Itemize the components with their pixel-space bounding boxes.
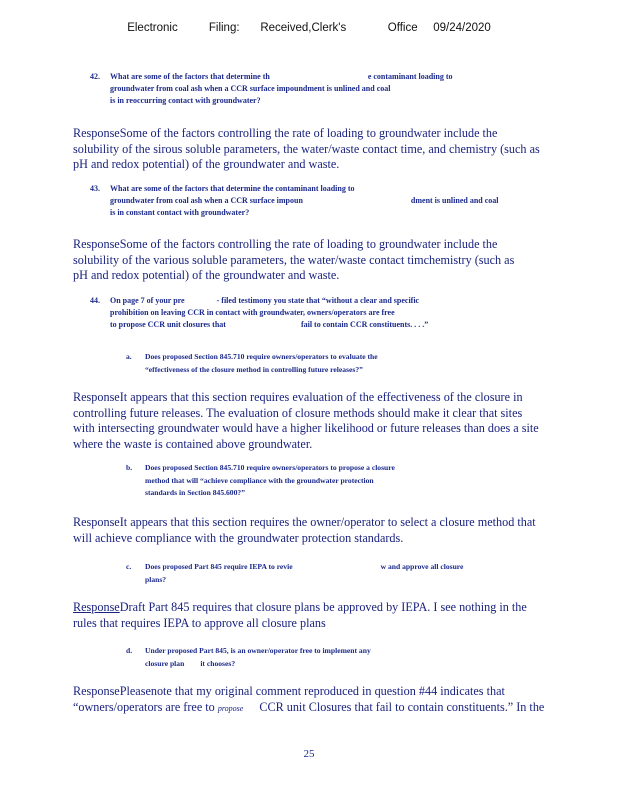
response-44d: [73, 684, 593, 716]
response-line: rules that requires IEPA to approve all closure plans: [73, 615, 326, 630]
question-44: [90, 295, 429, 331]
question-line: plans?: [145, 574, 167, 584]
question-44c: [126, 561, 464, 586]
question-44a: [126, 351, 378, 376]
question-number: 43.: [90, 184, 100, 193]
response-line: controlling future releases. The evaluation of closure methods should make it clear that sites: [73, 405, 523, 420]
question-44d: [126, 645, 371, 670]
response-44c: [73, 600, 593, 631]
response-line: ResponseDraft Part 845 requires that closure plans be approved by IEPA. I see nothing in the: [73, 600, 527, 614]
filing-header: Electronic Filing: Received,Clerk's Office 09/24/2020: [127, 22, 491, 34]
question-line: groundwater from coal ash when a CCR surface impoundment is unlined and coal: [110, 84, 391, 93]
question-42: [90, 71, 453, 107]
response-line: ResponsePleasenote that my original comment reproduced in question #44 indicates that: [73, 684, 505, 698]
question-line: What are some of the factors that determine the contaminant loading to: [110, 184, 355, 193]
question-line: is in constant contact with groundwater?: [110, 208, 250, 217]
response-line: ResponseIt appears that this section requires the owner/operator to select a closure method that: [73, 515, 536, 529]
question-line: “effectiveness of the closure method in controlling future releases?”: [145, 364, 363, 374]
question-line: Does proposed Section 845.710 require owners/operators to evaluate the: [145, 352, 378, 361]
question-line: is in reoccurring contact with groundwater?: [110, 96, 261, 105]
response-line: ResponseIt appears that this section requires evaluation of the effectiveness of the closure in: [73, 390, 523, 404]
question-number: 44.: [90, 296, 100, 305]
response-44b: [73, 515, 593, 546]
response-line: “owners/operators are free to propose CCR unit Closures that fail to contain constituents.” In the: [73, 699, 545, 714]
question-line: groundwater from coal ash when a CCR surface impoun dment is unlined and coal: [110, 196, 499, 205]
question-line: method that will “achieve compliance with the groundwater protection: [145, 475, 374, 485]
question-letter: b.: [126, 463, 133, 472]
response-line: ResponseSome of the factors controlling the rate of loading to groundwater include the: [73, 126, 498, 140]
response-line: with intersecting groundwater would have a higher likelihood or future releases than does a site: [73, 421, 539, 435]
response-line: pH and redox potential) of the groundwater and waste.: [73, 157, 340, 171]
question-line: closure plan it chooses?: [145, 658, 236, 668]
question-number: 42.: [90, 72, 100, 81]
response-43: [73, 237, 593, 284]
question-line: On page 7 of your pre - filed testimony you state that “without a clear and specific: [110, 296, 420, 305]
question-line: standards in Section 845.600?”: [145, 488, 245, 497]
response-42: [73, 126, 593, 173]
response-line: ResponseSome of the factors controlling the rate of loading to groundwater include the: [73, 237, 498, 251]
response-line: where the waste is contained above groundwater.: [73, 436, 313, 451]
question-line: What are some of the factors that determine th e contaminant loading to: [110, 72, 453, 81]
response-line: solubility of the various soluble parameters, the water/waste contact timchemistry (such as: [73, 252, 515, 267]
response-line: solubility of the sirous soluble parameters, the water/waste contact time, and chemistry (such as: [73, 141, 540, 156]
question-letter: c.: [126, 562, 132, 571]
question-line: to propose CCR unit closures that fail to contain CCR constituents. . . .”: [110, 320, 429, 329]
question-line: Does proposed Section 845.710 require owners/operators to propose a closure: [145, 463, 395, 472]
page-number: 25: [303, 748, 315, 760]
question-letter: d.: [126, 646, 133, 655]
question-line: prohibition on leaving CCR in contact with groundwater, owners/operators are free: [110, 308, 395, 317]
question-line: Does proposed Part 845 require IEPA to revie w and approve all closure: [145, 562, 464, 571]
question-letter: a.: [126, 352, 132, 361]
question-44b: [126, 462, 395, 500]
response-44a: [73, 390, 593, 452]
question-43: [90, 183, 499, 219]
response-line: pH and redox potential) of the groundwater and waste.: [73, 268, 340, 282]
response-line: will achieve compliance with the groundwater protection standards.: [73, 530, 404, 545]
question-line: Under proposed Part 845, is an owner/operator free to implement any: [145, 646, 371, 655]
